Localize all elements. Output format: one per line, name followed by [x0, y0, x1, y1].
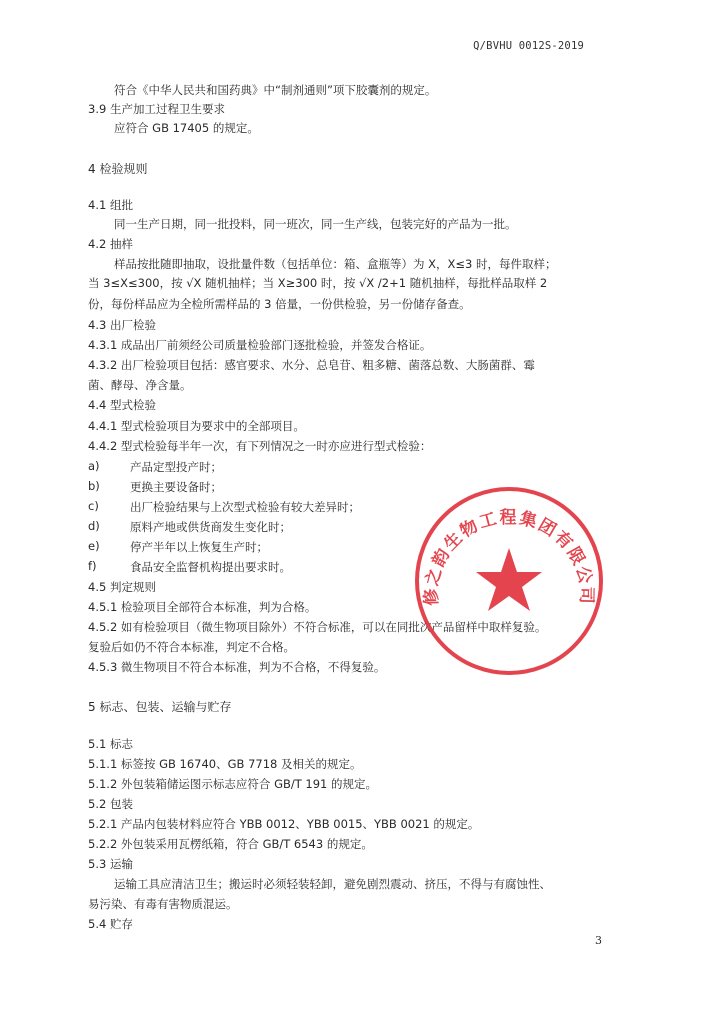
- paragraph-line: [88, 275, 624, 292]
- paragraph-line: 样品按批随即抽取，设批量件数（包括单位：箱、盒瓶等）为 X，X≤3 时，每件取样；: [114, 257, 557, 271]
- section-heading: 4.1 组批: [88, 198, 133, 212]
- section-heading: 5.4 贮存: [88, 917, 133, 931]
- chapter-heading: 4 检验规则: [88, 162, 148, 176]
- paragraph-line: 5.2.2 外包装采用瓦楞纸箱，符合 GB/T 6543 的规定。: [88, 837, 373, 851]
- list-marker: c): [88, 499, 99, 513]
- section-heading: 5.1 标志: [88, 737, 133, 751]
- list-text: 产品定型投产时；: [130, 460, 222, 474]
- list-text: 原料产地或供货商发生变化时；: [130, 520, 291, 534]
- page-number: 3: [595, 934, 602, 947]
- company-seal-stamp: [404, 476, 614, 686]
- list-marker: b): [88, 479, 100, 493]
- paragraph-line: 符合《中华人民共和国药典》中“制剂通则”项下胶囊剂的规定。: [114, 83, 437, 97]
- list-marker: a): [88, 459, 100, 473]
- sqrt-formula: √X: [186, 276, 202, 290]
- list-marker: f): [88, 559, 97, 573]
- list-text: 出厂检验结果与上次型式检验有较大差异时；: [130, 500, 360, 514]
- list-text: 食品安全监督机构提出要求时。: [130, 560, 291, 574]
- list-marker: e): [88, 539, 100, 553]
- list-text: 停产半年以上恢复生产时；: [130, 540, 268, 554]
- text-span: /2+1 随机抽样，每批样品取样 2: [377, 276, 548, 290]
- paragraph-line: 应符合 GB 17405 的规定。: [114, 121, 259, 135]
- section-heading: 5.2 包装: [88, 797, 133, 811]
- list-text: 更换主要设备时；: [130, 480, 222, 494]
- chapter-heading: 5 标志、包装、运输与贮存: [88, 700, 232, 714]
- section-heading: 4.5 判定规则: [88, 580, 156, 594]
- paragraph-line: 4.3.1 成品出厂前须经公司质量检验部门逐批检验，并签发合格证。: [88, 338, 432, 352]
- paragraph-line: 4.4.1 型式检验项目为要求中的全部项目。: [88, 419, 305, 433]
- paragraph-line: 5.1.2 外包装箱储运图示标志应符合 GB/T 191 的规定。: [88, 777, 378, 791]
- section-heading: 4.2 抽样: [88, 237, 133, 251]
- paragraph-line: 4.4.2 型式检验每半年一次，有下列情况之一时亦应进行型式检验：: [88, 439, 432, 453]
- list-marker: d): [88, 519, 100, 533]
- section-heading: 4.3 出厂检验: [88, 318, 156, 332]
- paragraph-line: 易污染、有毒有害物质混运。: [88, 897, 238, 911]
- seal-star-icon: [476, 548, 542, 611]
- paragraph-line: 4.5.1 检验项目全部符合本标准，判为合格。: [88, 600, 317, 614]
- paragraph-line: 5.2.1 产品内包装材料应符合 YBB 0012、YBB 0015、YBB 0021 的规定。: [88, 817, 480, 831]
- paragraph-line: 4.5.2 如有检验项目（微生物项目除外）不符合标准，可以在同批次产品留样中取样复验。: [88, 620, 547, 634]
- text-span: 随机抽样；当 X≥300 时，按: [205, 276, 356, 290]
- section-heading: 4.4 型式检验: [88, 398, 156, 412]
- paragraph-line: 复验后如仍不符合本标准，判定不合格。: [88, 640, 295, 654]
- text-span: 当 3≤X≤300，按: [88, 276, 183, 290]
- paragraph-line: 运输工具应清洁卫生；搬运时必须轻装轻卸，避免剧烈震动、挤压，不得与有腐蚀性、: [114, 877, 551, 891]
- section-heading: 3.9 生产加工过程卫生要求: [88, 102, 225, 116]
- sqrt-formula: √X: [359, 276, 375, 290]
- paragraph-line: 菌、酵母、净含量。: [88, 378, 192, 392]
- seal-text: 修之韵生物工程集团有限公司: [421, 508, 597, 606]
- paragraph-line: 同一生产日期，同一批投料，同一班次，同一生产线，包装完好的产品为一批。: [114, 217, 517, 231]
- paragraph-line: 4.3.2 出厂检验项目包括：感官要求、水分、总皂苷、粗多糖、菌落总数、大肠菌群、霉: [88, 358, 535, 372]
- document-code: Q/BVHU 0012S-2019: [473, 40, 584, 52]
- paragraph-line: 5.1.1 标签按 GB 16740、GB 7718 及相关的规定。: [88, 757, 362, 771]
- paragraph-line: 份，每份样品应为全检所需样品的 3 倍量，一份供检验，另一份储存备查。: [88, 297, 471, 311]
- paragraph-line: 4.5.3 微生物项目不符合本标准，判为不合格，不得复验。: [88, 660, 386, 674]
- section-heading: 5.3 运输: [88, 857, 133, 871]
